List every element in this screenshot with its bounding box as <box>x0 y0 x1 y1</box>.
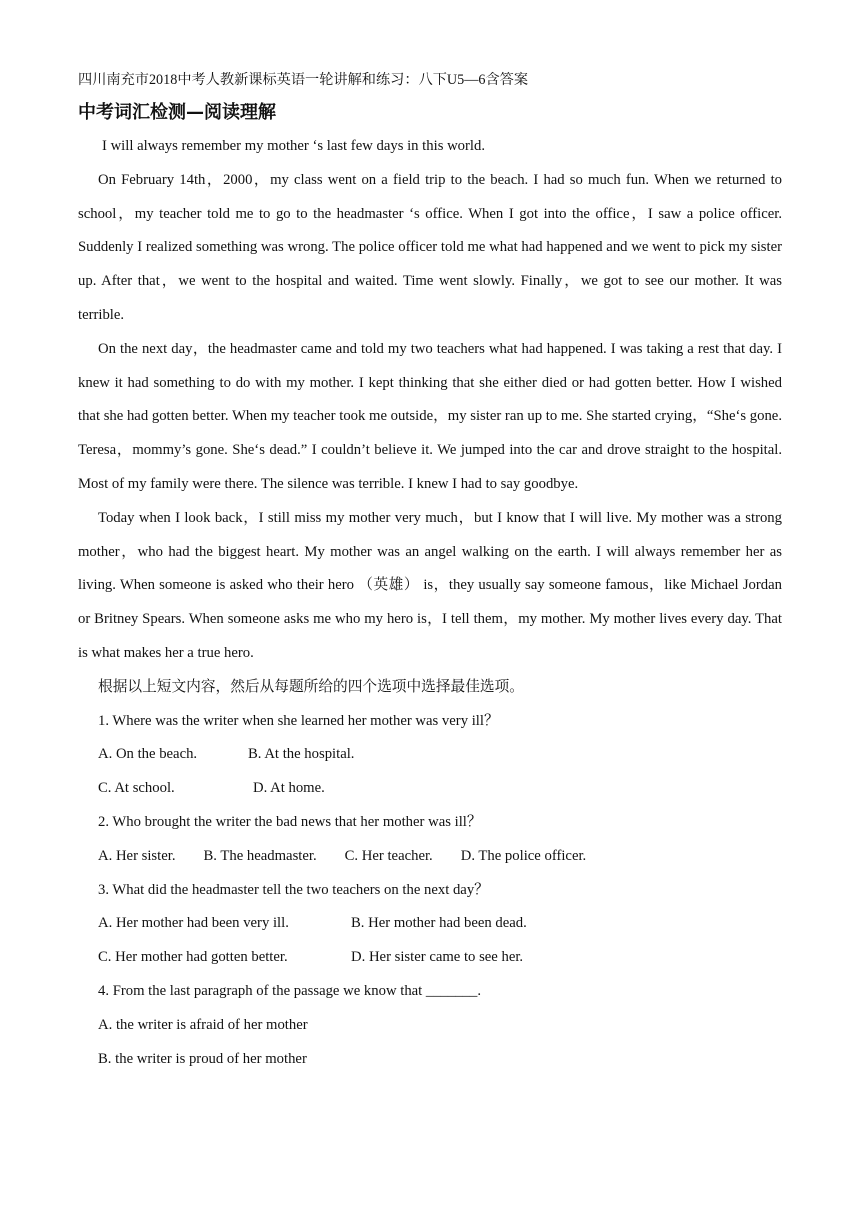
reading-passage <box>78 130 782 671</box>
option-row <box>78 772 782 806</box>
option: C. Her teacher. <box>344 847 433 864</box>
option: C. Her mother had gotten better. <box>98 949 288 966</box>
option: A. the writer is afraid of her mother <box>98 1016 308 1033</box>
option-row <box>78 907 782 941</box>
passage-paragraph: Today when I look back，I still miss my mother very much，but I know that I will live. My mother was a strong mother，who had the biggest heart. My mother was an angel walking on the earth. I will always remember her as living. When someone is asked who their hero （英雄） is，they usually say someone famous，like Michael Jordan or Britney Spears. When someone asks me who my hero is，I tell them，my mother. My mother lives every day. That is what makes her a true hero. <box>78 509 782 661</box>
option: B. At the hospital. <box>248 746 355 763</box>
option: D. The police officer. <box>460 847 587 864</box>
option: C. At school. <box>98 780 175 797</box>
option: B. The headmaster. <box>203 847 317 864</box>
question-stem: 2. Who brought the writer the bad news that her mother was ill？ <box>98 813 482 830</box>
option: D. Her sister came to see her. <box>351 949 524 966</box>
option-row <box>78 738 782 772</box>
document-page <box>78 66 782 1076</box>
option: A. On the beach. <box>98 746 198 763</box>
option: A. Her mother had been very ill. <box>98 915 289 932</box>
section-title: 中考词汇检测—阅读理解 <box>78 102 276 123</box>
instruction: 根据以上短文内容，然后从每题所给的四个选项中选择最佳选项。 <box>98 678 524 695</box>
passage-paragraph: I will always remember my mother ‘s last few days in this world. <box>102 138 486 154</box>
option-row <box>78 941 782 975</box>
question-stem: 3. What did the headmaster tell the two teachers on the next day？ <box>98 881 489 898</box>
question-stem: 4. From the last paragraph of the passage we know that _______. <box>98 982 482 999</box>
option: B. Her mother had been dead. <box>351 915 527 932</box>
question-stem: 1. Where was the writer when she learned her mother was very ill？ <box>98 712 499 729</box>
passage-paragraph: On February 14th，2000，my class went on a field trip to the beach. I had so much fun. When we returned to school，my teacher told me to go to the headmaster ‘s office. When I got into the office，I saw a police officer. Suddenly I realized something was wrong. The police officer told me what had happened and we went to pick my sister up. After that，we went to the hospital and waited. Time went slowly. Finally，we got to see our mother. It was terrible. <box>78 171 782 323</box>
option: B. the writer is proud of her mother <box>98 1050 307 1067</box>
document-header: 四川南充市2018中考人教新课标英语一轮讲解和练习：八下U5—6含答案 <box>78 72 529 88</box>
passage-paragraph: On the next day，the headmaster came and told my two teachers what had happened. I was taking a rest that day. I knew it had something to do with my mother. I kept thinking that she either died or had gotten better. How I wished that she had gotten better. When my teacher took me outside，my sister ran up to me. She started crying，“She‘s gone. Teresa，mommy’s gone. She‘s dead.” I couldn’t believe it. We jumped into the car and drove straight to the hospital. Most of my family were there. The silence was terrible. I knew I had to say goodbye. <box>78 340 782 492</box>
option-row <box>78 840 782 874</box>
option: D. At home. <box>253 780 325 797</box>
option: A. Her sister. <box>98 847 176 864</box>
